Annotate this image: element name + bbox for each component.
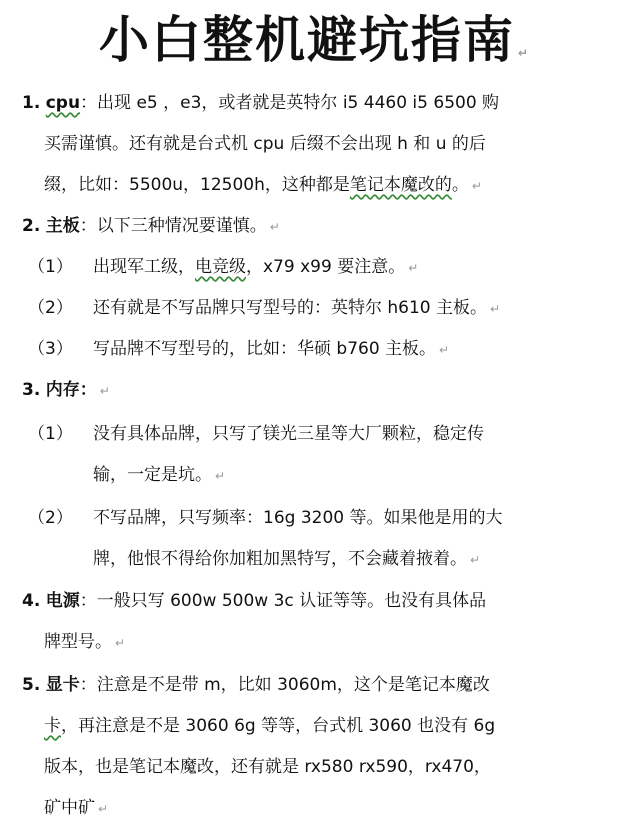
psu-line-2 — [44, 631, 125, 654]
cpu-text-1: ：出现 e5 ，e3，或者就是英特尔 i5 4460 i5 6500 购 — [80, 93, 500, 113]
gpu-line-3 — [44, 756, 491, 778]
mb-item-1 — [28, 256, 73, 278]
paragraph-mark-icon: ↵ — [115, 636, 126, 650]
paragraph-mark-icon: ↵ — [215, 469, 226, 483]
psu-number: 4. — [22, 591, 41, 611]
psu-line-1 — [22, 590, 486, 612]
mb-item-index: （3） — [28, 339, 73, 359]
paragraph-mark-icon: ↵ — [98, 802, 109, 816]
paragraph-mark-icon: ↵ — [439, 343, 450, 357]
mb-item-2-text — [93, 297, 500, 320]
gpu-number: 5. — [22, 675, 41, 695]
ram-item-1 — [28, 423, 73, 445]
ram-item-index: （2） — [28, 508, 73, 528]
paragraph-mark-icon: ↵ — [490, 302, 501, 316]
gpu-text-1: ：注意是不是带 m，比如 3060m，这个是笔记本魔改 — [79, 675, 490, 695]
mb-item-2-a: 还有就是不写品牌只写型号的：英特尔 h610 主板。 — [93, 298, 488, 318]
mb-item-3-text — [93, 338, 449, 361]
ram-item-1-line-1 — [93, 423, 484, 445]
mb-item-1-text — [93, 256, 418, 279]
ram-item-1-line-2 — [93, 464, 225, 487]
cpu-text-2: 买需谨慎。还有就是台式机 cpu 后缀不会出现 h 和 u 的后 — [44, 134, 486, 154]
gpu-line-2 — [44, 715, 495, 737]
page-title — [0, 8, 629, 72]
gpu-text-2a: 卡 — [44, 716, 61, 736]
paragraph-mark-icon: ↵ — [99, 384, 110, 398]
cpu-text-3c: 。 — [451, 175, 469, 195]
psu-text-2: 牌型号。 — [44, 632, 112, 652]
cpu-line-1 — [22, 92, 499, 114]
paragraph-mark-icon: ↵ — [517, 46, 531, 60]
mb-item-index: （1） — [28, 257, 73, 277]
paragraph-mark-icon: ↵ — [470, 553, 481, 567]
cpu-line-3 — [44, 174, 482, 197]
mb-intro: ：以下三种情况要谨慎。 — [79, 216, 267, 236]
cpu-line-2 — [44, 133, 486, 155]
cpu-text-3b: 笔记本魔改的 — [349, 175, 452, 195]
psu-text-1: ：一般只写 600w 500w 3c 认证等等。也没有具体品 — [79, 591, 487, 611]
ram-item-2 — [28, 507, 73, 529]
mb-heading: 主板 — [45, 216, 80, 236]
cpu-heading: cpu — [45, 93, 81, 113]
ram-item-2-text-2: 牌，他恨不得给你加粗加黑特写，不会藏着掖着。 — [93, 549, 467, 569]
gpu-text-2b: ，再注意是不是 3060 6g 等等，台式机 3060 也没有 6g — [61, 716, 496, 736]
cpu-number: 1. — [22, 93, 41, 113]
mb-item-3-a: 写品牌不写型号的，比如：华硕 b760 主板。 — [93, 339, 437, 359]
cpu-text-3a: 缀，比如：5500u，12500h，这种都是 — [44, 175, 350, 195]
mb-item-2 — [28, 297, 73, 319]
ram-item-2-text-1: 不写品牌，只写频率：16g 3200 等。如果他是用的大 — [93, 508, 503, 528]
ram-heading: 内存 — [45, 380, 80, 400]
mb-item-3 — [28, 338, 73, 360]
ram-item-1-text-2: 输，一定是坑。 — [93, 465, 212, 485]
paragraph-mark-icon: ↵ — [269, 220, 280, 234]
psu-heading: 电源 — [45, 591, 80, 611]
gpu-line-1 — [22, 674, 490, 696]
mb-item-index: （2） — [28, 298, 73, 318]
gpu-text-4: 矿中矿 — [44, 798, 95, 818]
mb-line-intro — [22, 215, 280, 238]
mb-item-1-a: 出现军工级， — [93, 257, 195, 277]
gpu-line-4 — [44, 797, 108, 820]
gpu-heading: 显卡 — [45, 675, 80, 695]
ram-item-1-text-1: 没有具体品牌，只写了镁光三星等大厂颗粒，稳定传 — [93, 424, 484, 444]
paragraph-mark-icon: ↵ — [471, 179, 482, 193]
gpu-text-3: 版本，也是笔记本魔改，还有就是 rx580 rx590，rx470， — [44, 757, 491, 777]
ram-item-index: （1） — [28, 424, 73, 444]
ram-item-2-line-1 — [93, 507, 503, 529]
mb-item-1-c: ，x79 x99 要注意。 — [246, 257, 406, 277]
ram-item-2-line-2 — [93, 548, 480, 571]
mb-item-1-b: 电竞级 — [195, 257, 246, 277]
ram-line-intro — [22, 379, 110, 402]
paragraph-mark-icon: ↵ — [408, 261, 419, 275]
ram-number: 3. — [22, 380, 41, 400]
mb-number: 2. — [22, 216, 41, 236]
title-text: 小白整机避坑指南 — [98, 11, 515, 69]
ram-colon: ： — [79, 380, 97, 400]
